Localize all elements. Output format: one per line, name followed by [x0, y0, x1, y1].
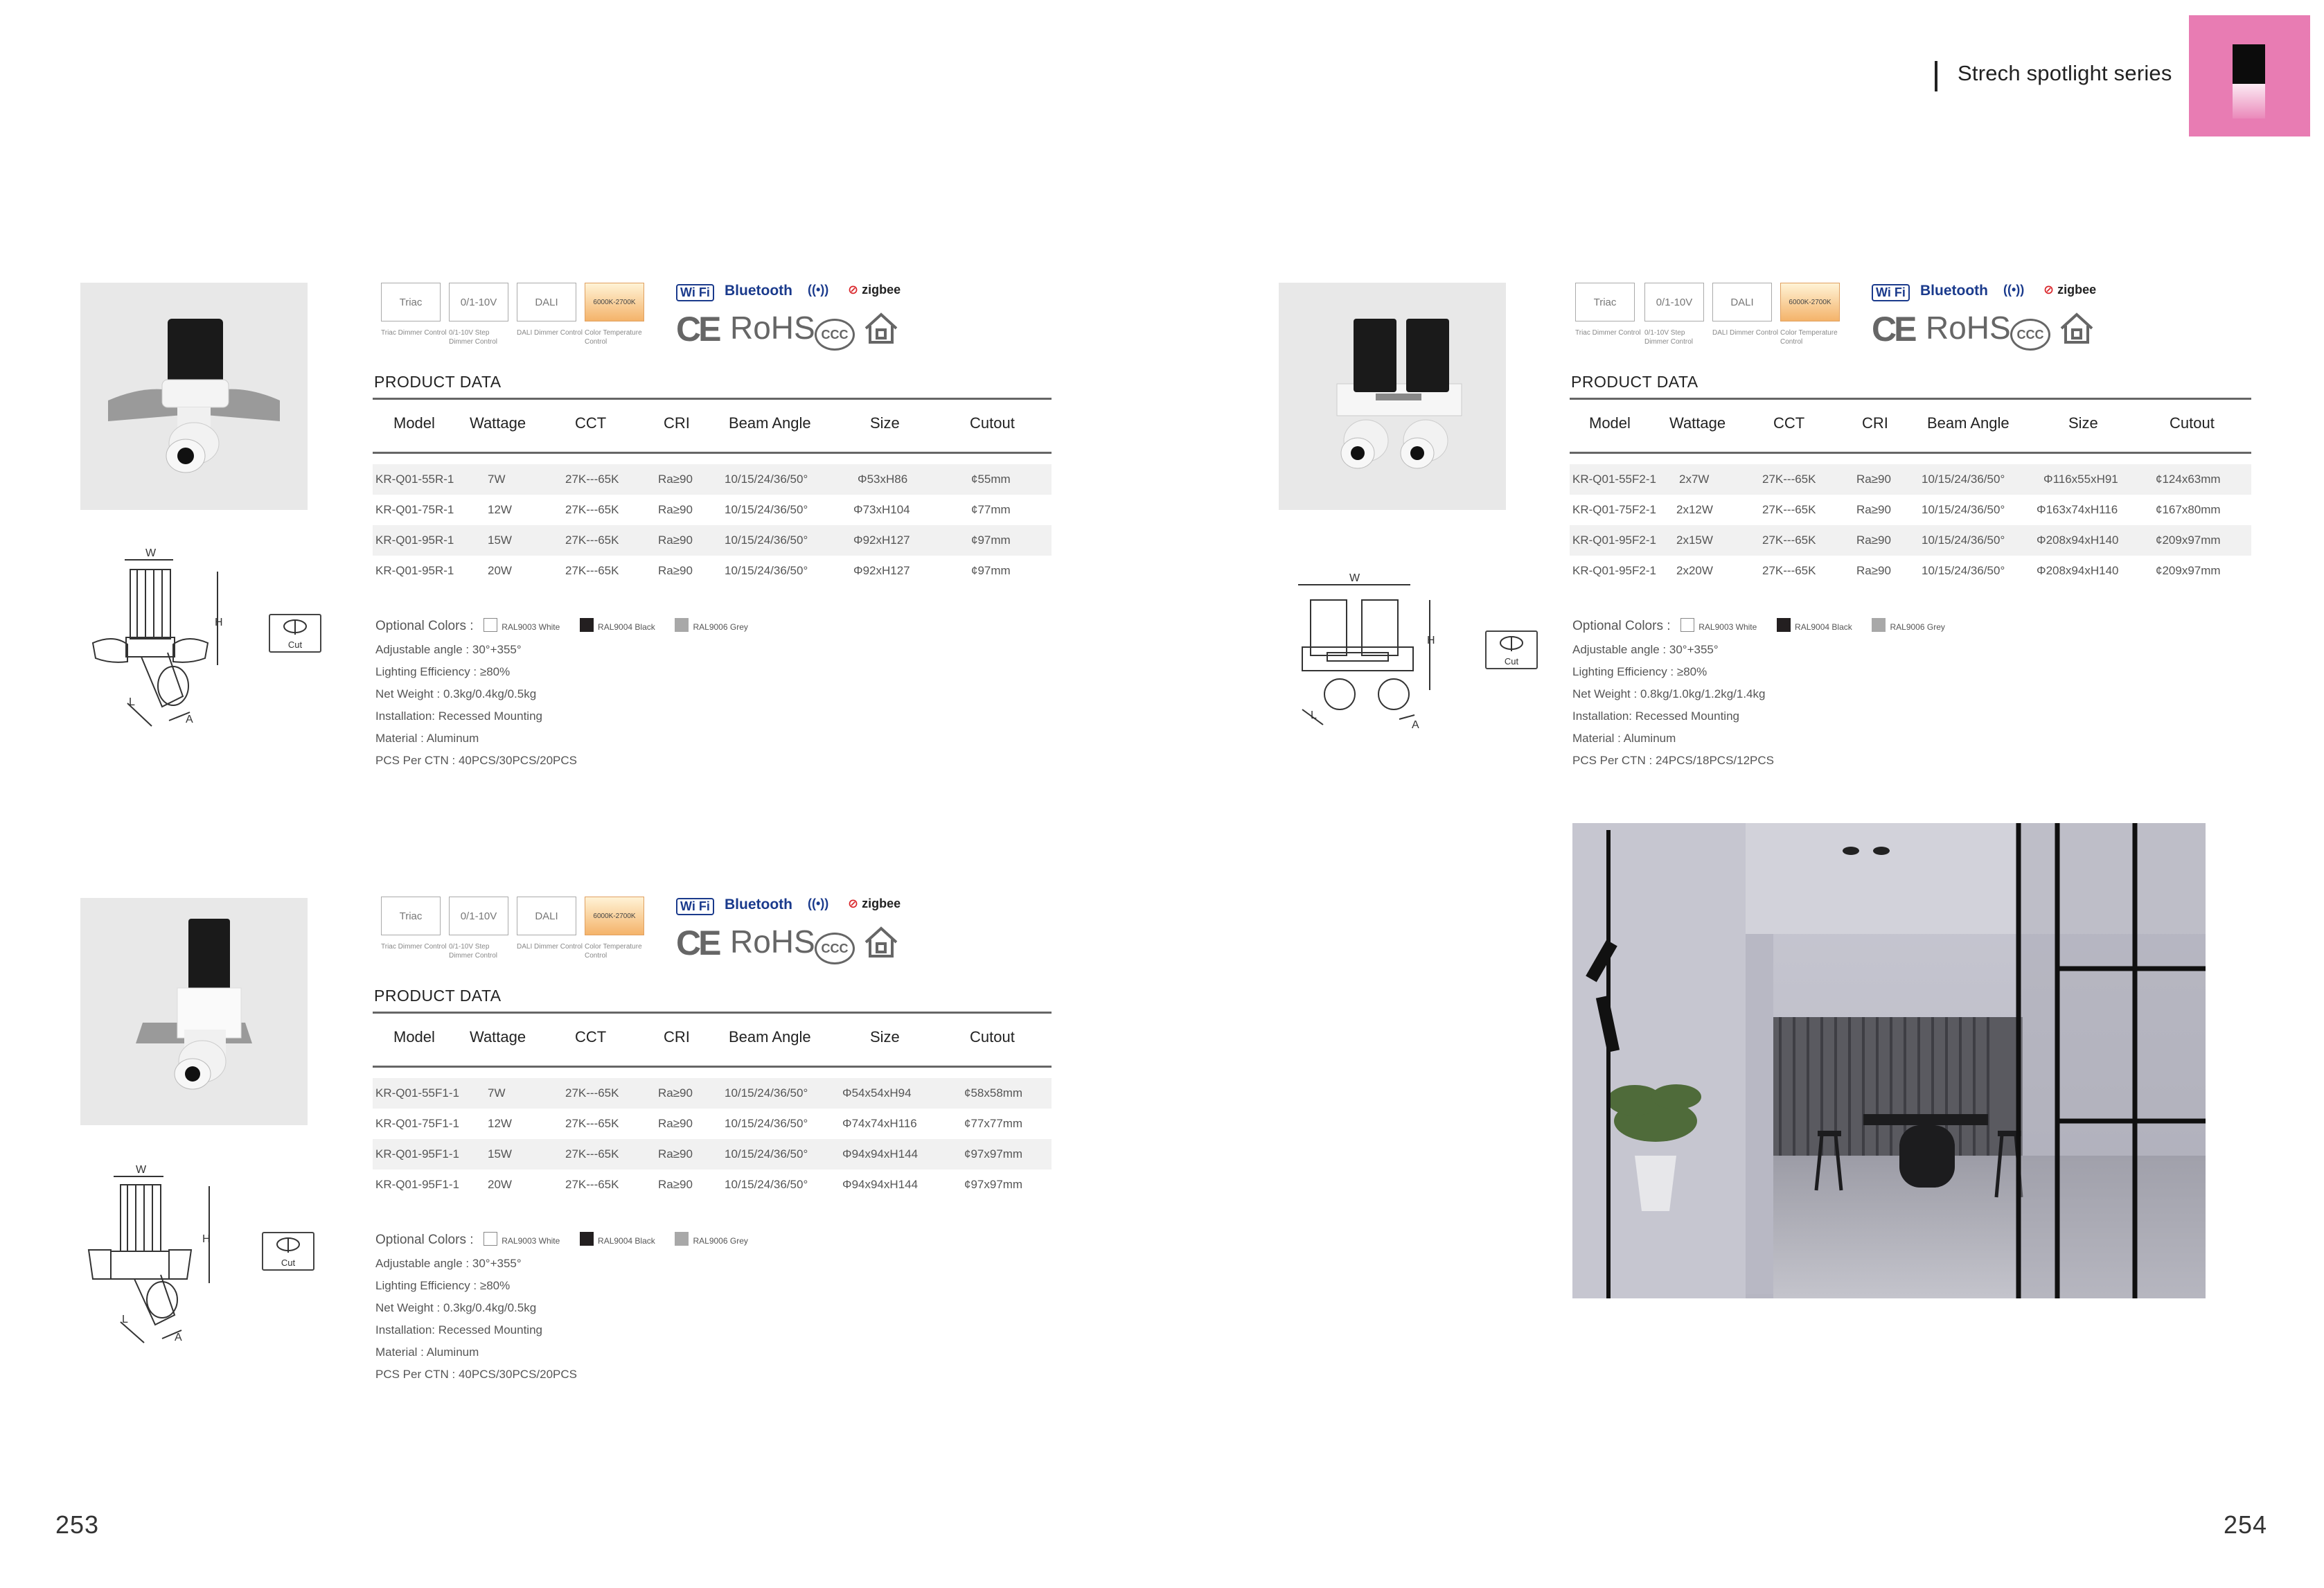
spec-adjustable-angle: Adjustable angle : 30°+355°	[1572, 643, 1719, 656]
dali-badge: DALI	[517, 897, 576, 935]
wifi-icon: Wi Fi	[1872, 283, 1910, 301]
black-swatch	[1777, 618, 1791, 632]
page-number-left: 253	[55, 1510, 100, 1539]
col-model: Model	[393, 1028, 435, 1046]
col-cct: CCT	[575, 414, 607, 432]
spec-net-weight: Net Weight : 0.8kg/1.0kg/1.2kg/1.4kg	[1572, 687, 1766, 700]
col-cutout: Cutout	[970, 414, 1015, 432]
spec-material: Material : Aluminum	[375, 1346, 479, 1359]
triac-caption: Triac Dimmer Control	[381, 329, 447, 337]
zigbee-icon: ⊘ zigbee	[2043, 283, 2097, 297]
bluetooth-icon: Bluetooth	[725, 897, 792, 912]
table-top-rule	[373, 398, 1052, 400]
ccc-cert-icon: CCC	[815, 933, 855, 964]
dim-w-label: W	[136, 1164, 147, 1176]
table-row: KR-Q01-95F1-1 20W 27K---65K Ra≥90 10/15/24/36/50° Φ94x94xH144 ¢97x97mm	[375, 1178, 1023, 1191]
table-row: KR-Q01-75R-1 12W 27K---65K Ra≥90 10/15/24/36/50° Φ73xH104 ¢77mm	[375, 503, 1011, 516]
dimmer-0-10v-badge: 0/1-10V	[449, 283, 508, 321]
grey-swatch	[675, 618, 689, 632]
zigbee-icon: ⊘ zigbee	[848, 283, 901, 297]
col-wattage: Wattage	[470, 1028, 526, 1046]
product-data-title: PRODUCT DATA	[374, 373, 502, 391]
zwave-icon: ((•))	[2003, 283, 2025, 297]
zwave-icon: ((•))	[808, 897, 829, 910]
bluetooth-icon: Bluetooth	[1920, 283, 1988, 299]
indoor-home-icon	[863, 926, 899, 967]
dimension-drawing	[86, 547, 252, 738]
cct-badge: 6000K-2700K	[585, 897, 644, 935]
table-row: KR-Q01-95R-1 15W 27K---65K Ra≥90 10/15/24/36/50° Φ92xH127 ¢97mm	[373, 525, 1052, 556]
spec-lighting-efficiency: Lighting Efficiency : ≥80%	[375, 1279, 511, 1292]
spec-net-weight: Net Weight : 0.3kg/0.4kg/0.5kg	[375, 1301, 537, 1314]
dimmer-0-10v-badge: 0/1-10V	[449, 897, 508, 935]
cut-label: Cut	[1504, 656, 1519, 667]
table-row: KR-Q01-95R-1 20W 27K---65K Ra≥90 10/15/24/36/50° Φ92xH127 ¢97mm	[375, 564, 1011, 577]
col-cri: CRI	[664, 414, 690, 432]
product-photo	[80, 898, 308, 1125]
col-beam-angle: Beam Angle	[729, 414, 811, 432]
col-cct: CCT	[1773, 414, 1805, 432]
dim-w-label: W	[145, 547, 157, 559]
ce-cert-icon: CE	[1872, 310, 1915, 349]
cct-caption: Color Temperature Control	[1780, 329, 1838, 346]
cct-caption: Color Temperature Control	[585, 329, 642, 346]
wifi-icon: Wi Fi	[676, 897, 714, 915]
cct-badge: 6000K-2700K	[1780, 283, 1840, 321]
zigbee-icon: ⊘ zigbee	[848, 897, 901, 910]
triac-caption: Triac Dimmer Control	[1575, 329, 1641, 337]
spec-lighting-efficiency: Lighting Efficiency : ≥80%	[1572, 665, 1707, 678]
dim-a-label: A	[1412, 719, 1419, 731]
spec-lighting-efficiency: Lighting Efficiency : ≥80%	[375, 665, 511, 678]
col-cutout: Cutout	[970, 1028, 1015, 1046]
double-spotlight-image	[1279, 283, 1506, 510]
black-swatch	[580, 1232, 594, 1246]
grey-swatch	[1872, 618, 1886, 632]
dimension-drawing	[1295, 572, 1448, 742]
dim-h-label: H	[215, 617, 223, 628]
col-beam-angle: Beam Angle	[1927, 414, 2010, 432]
dim-l-label: L	[1311, 709, 1317, 721]
dim-a-label: A	[175, 1332, 182, 1343]
col-wattage: Wattage	[470, 414, 526, 432]
table-row: KR-Q01-75F1-1 12W 27K---65K Ra≥90 10/15/24/36/50° Φ74x74xH116 ¢77x77mm	[375, 1117, 1023, 1130]
col-cct: CCT	[575, 1028, 607, 1046]
rohs-cert-icon: RoHS	[1926, 310, 2011, 346]
dimmer-0-10v-caption: 0/1-10V Step Dimmer Control	[449, 943, 498, 960]
triac-caption: Triac Dimmer Control	[381, 943, 447, 951]
table-row: KR-Q01-55F1-1 7W 27K---65K Ra≥90 10/15/24/36/50° Φ54x54xH94 ¢58x58mm	[373, 1078, 1052, 1109]
dim-a-label: A	[186, 714, 193, 725]
col-model: Model	[393, 414, 435, 432]
table-top-rule	[373, 1012, 1052, 1014]
spec-material: Material : Aluminum	[375, 732, 479, 745]
col-model: Model	[1589, 414, 1631, 432]
col-size: Size	[870, 1028, 900, 1046]
optional-colors: Optional Colors : RAL9003 White RAL9004 Black RAL9006 Grey	[375, 619, 748, 633]
table-header-rule	[373, 452, 1052, 454]
table-row: KR-Q01-55R-1 7W 27K---65K Ra≥90 10/15/24/36/50° Φ53xH86 ¢55mm	[373, 464, 1052, 495]
product-data-title: PRODUCT DATA	[1571, 373, 1698, 391]
optional-colors: Optional Colors : RAL9003 White RAL9004 Black RAL9006 Grey	[1572, 619, 1945, 633]
lamp-icon	[2233, 44, 2265, 84]
ce-cert-icon: CE	[676, 310, 719, 349]
spec-installation: Installation: Recessed Mounting	[375, 1323, 542, 1336]
ccc-cert-icon: CCC	[815, 319, 855, 351]
cct-caption: Color Temperature Control	[585, 943, 642, 960]
white-swatch	[484, 1232, 497, 1246]
dim-h-label: H	[1427, 635, 1435, 646]
spec-adjustable-angle: Adjustable angle : 30°+355°	[375, 643, 522, 656]
dimmer-0-10v-badge: 0/1-10V	[1644, 283, 1704, 321]
spec-pcs-per-ctn: PCS Per CTN : 40PCS/30PCS/20PCS	[375, 1368, 578, 1381]
control-badges	[373, 897, 1052, 980]
dimmer-0-10v-caption: 0/1-10V Step Dimmer Control	[449, 329, 498, 346]
black-swatch	[580, 618, 594, 632]
indoor-home-icon	[863, 312, 899, 353]
series-tab	[2189, 15, 2310, 136]
control-badges	[1570, 283, 2248, 366]
dim-l-label: L	[122, 1314, 128, 1325]
ce-cert-icon: CE	[676, 924, 719, 962]
table-header-rule	[1570, 452, 2251, 454]
product-photo	[1279, 283, 1506, 510]
interior-application-photo	[1572, 823, 2206, 1298]
spec-block-1	[373, 283, 1052, 809]
dimmer-0-10v-caption: 0/1-10V Step Dimmer Control	[1644, 329, 1694, 346]
single-square-spotlight-image	[80, 898, 308, 1125]
col-size: Size	[870, 414, 900, 432]
dim-h-label: H	[202, 1233, 211, 1245]
cut-label: Cut	[287, 639, 303, 650]
spec-block-2	[373, 897, 1052, 1423]
spec-block-3	[1570, 283, 2248, 809]
optional-colors: Optional Colors : RAL9003 White RAL9004 Black RAL9006 Grey	[375, 1233, 748, 1247]
spec-installation: Installation: Recessed Mounting	[1572, 709, 1739, 723]
triac-badge: Triac	[381, 897, 441, 935]
ccc-cert-icon: CCC	[2010, 319, 2050, 351]
series-title: Strech spotlight series	[1958, 61, 2172, 85]
col-cri: CRI	[1862, 414, 1888, 432]
cut-label: Cut	[281, 1258, 296, 1268]
dali-caption: DALI Dimmer Control	[517, 329, 583, 337]
spec-installation: Installation: Recessed Mounting	[375, 709, 542, 723]
table-row: KR-Q01-95F2-1 2x15W 27K---65K Ra≥90 10/15/24/36/50° Φ208x94xH140 ¢209x97mm	[1570, 525, 2251, 556]
col-size: Size	[2068, 414, 2098, 432]
cutout-icon	[1485, 630, 1538, 669]
col-cri: CRI	[664, 1028, 690, 1046]
rohs-cert-icon: RoHS	[730, 924, 815, 960]
product-data-title: PRODUCT DATA	[374, 987, 502, 1005]
indoor-home-icon	[2059, 312, 2095, 353]
table-header-rule	[373, 1066, 1052, 1068]
dimension-drawing	[86, 1164, 252, 1355]
table-row: KR-Q01-95F2-1 2x20W 27K---65K Ra≥90 10/15/24/36/50° Φ208x94xH140 ¢209x97mm	[1572, 564, 2221, 577]
dali-caption: DALI Dimmer Control	[1712, 329, 1779, 337]
table-top-rule	[1570, 398, 2251, 400]
table-row: KR-Q01-95F1-1 15W 27K---65K Ra≥90 10/15/24/36/50° Φ94x94xH144 ¢97x97mm	[373, 1139, 1052, 1170]
cutout-icon	[269, 614, 321, 653]
cct-badge: 6000K-2700K	[585, 283, 644, 321]
spec-adjustable-angle: Adjustable angle : 30°+355°	[375, 1257, 522, 1270]
spec-pcs-per-ctn: PCS Per CTN : 40PCS/30PCS/20PCS	[375, 754, 578, 767]
bluetooth-icon: Bluetooth	[725, 283, 792, 299]
dali-badge: DALI	[1712, 283, 1772, 321]
series-divider	[1935, 61, 1937, 91]
spec-net-weight: Net Weight : 0.3kg/0.4kg/0.5kg	[375, 687, 537, 700]
single-spotlight-image	[80, 283, 308, 510]
rohs-cert-icon: RoHS	[730, 310, 815, 346]
product-photo	[80, 283, 308, 510]
cutout-icon	[262, 1232, 314, 1271]
triac-badge: Triac	[381, 283, 441, 321]
light-beam-icon	[2233, 84, 2265, 118]
dim-l-label: L	[129, 696, 135, 708]
dali-caption: DALI Dimmer Control	[517, 943, 583, 951]
col-cutout: Cutout	[2170, 414, 2215, 432]
white-swatch	[484, 618, 497, 632]
triac-badge: Triac	[1575, 283, 1635, 321]
white-swatch	[1680, 618, 1694, 632]
page-number-right: 254	[2224, 1510, 2268, 1539]
col-beam-angle: Beam Angle	[729, 1028, 811, 1046]
table-row: KR-Q01-55F2-1 2x7W 27K---65K Ra≥90 10/15/24/36/50° Φ116x55xH91 ¢124x63mm	[1570, 464, 2251, 495]
spec-pcs-per-ctn: PCS Per CTN : 24PCS/18PCS/12PCS	[1572, 754, 1775, 767]
wifi-icon: Wi Fi	[676, 283, 714, 301]
dali-badge: DALI	[517, 283, 576, 321]
col-wattage: Wattage	[1669, 414, 1726, 432]
spec-material: Material : Aluminum	[1572, 732, 1676, 745]
table-row: KR-Q01-75F2-1 2x12W 27K---65K Ra≥90 10/15/24/36/50° Φ163x74xH116 ¢167x80mm	[1572, 503, 2221, 516]
control-badges	[373, 283, 1052, 366]
dim-w-label: W	[1349, 572, 1360, 584]
grey-swatch	[675, 1232, 689, 1246]
zwave-icon: ((•))	[808, 283, 829, 297]
